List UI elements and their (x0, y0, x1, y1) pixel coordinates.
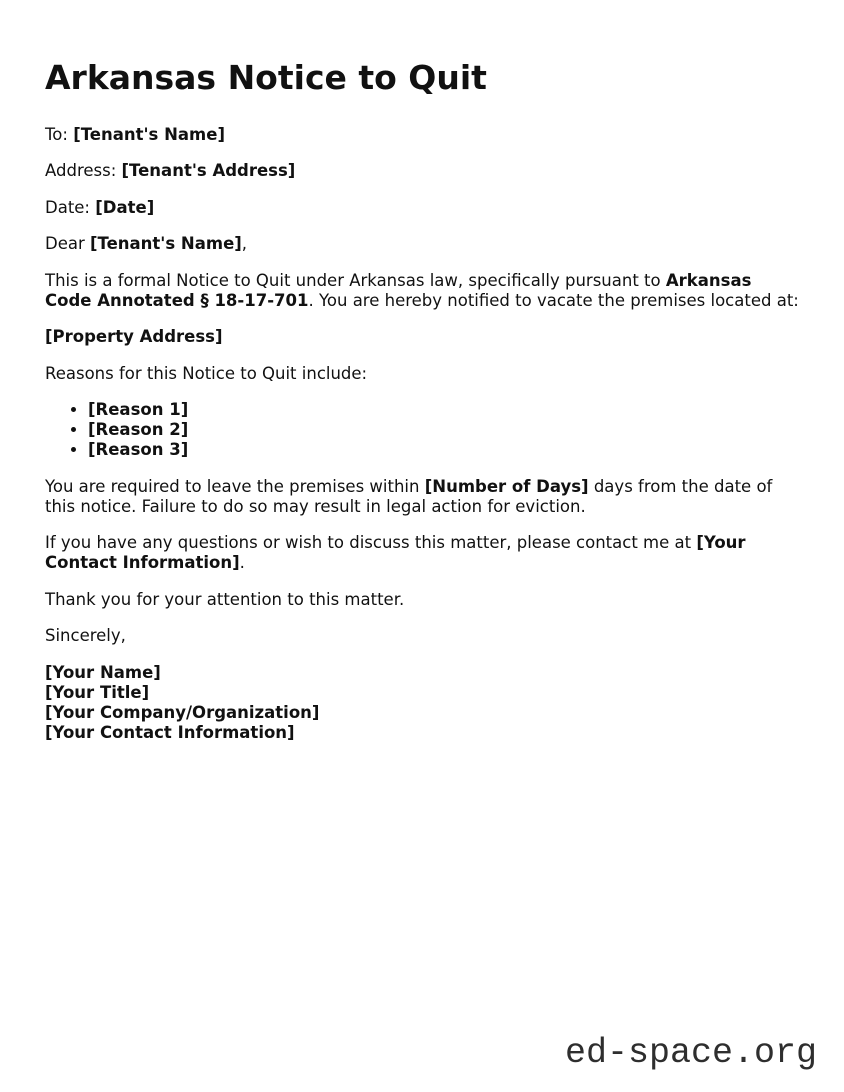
signature-company-placeholder: [Your Company/Organization] (45, 702, 320, 722)
to-line (45, 125, 799, 145)
to-label: To: (45, 124, 74, 144)
reasons-heading: Reasons for this Notice to Quit include: (45, 363, 368, 383)
list-item-reason-3: • [Reason 3] (88, 440, 799, 460)
vacate-text-post: days from the date of this notice. Failure to do so may result in legal action for eviction. (45, 476, 773, 516)
salutation-name-placeholder: [Tenant's Name] (90, 234, 242, 254)
date-placeholder: [Date] (95, 197, 155, 217)
contact-paragraph (45, 533, 799, 573)
site-watermark: ed-space.org (564, 1033, 817, 1073)
signature-block (45, 663, 799, 743)
intro-text-post: . You are hereby notified to vacate the premises located at: (308, 290, 799, 310)
address-label: Address: (45, 161, 122, 181)
statute-reference: Arkansas Code Annotated § 18-17-701 (45, 270, 752, 310)
salutation-line (45, 234, 799, 254)
signature-name-placeholder: [Your Name] (45, 662, 161, 682)
vacate-paragraph (45, 477, 799, 517)
date-line (45, 198, 799, 218)
closing-line: Sincerely, (45, 626, 126, 646)
address-line (45, 161, 799, 181)
number-of-days-placeholder: [Number of Days] (424, 476, 589, 496)
page-title: Arkansas Notice to Quit (45, 58, 487, 97)
contact-text-pre: If you have any questions or wish to discuss this matter, please contact me at (45, 533, 697, 553)
thanks-line: Thank you for your attention to this matter. (45, 589, 405, 609)
salutation-label: Dear (45, 234, 90, 254)
property-address-placeholder: [Property Address] (45, 327, 223, 347)
tenant-address-placeholder: [Tenant's Address] (121, 161, 296, 181)
list-item-reason-2: • [Reason 2] (88, 420, 799, 440)
tenant-name-placeholder: [Tenant's Name] (73, 124, 225, 144)
intro-paragraph (45, 271, 799, 311)
salutation-suffix: , (241, 234, 248, 254)
vacate-text-pre: You are required to leave the premises within (45, 476, 425, 496)
date-label: Date: (45, 197, 96, 217)
reasons-list (45, 400, 799, 460)
contact-text-post: . (239, 553, 245, 573)
signature-title-placeholder: [Your Title] (45, 682, 150, 702)
intro-text-pre: This is a formal Notice to Quit under Arkansas law, specifically pursuant to (45, 270, 666, 290)
signature-contact-placeholder: [Your Contact Information] (45, 722, 295, 742)
list-item-reason-1: • [Reason 1] (88, 400, 799, 420)
contact-info-placeholder: [Your Contact Information] (45, 533, 746, 573)
